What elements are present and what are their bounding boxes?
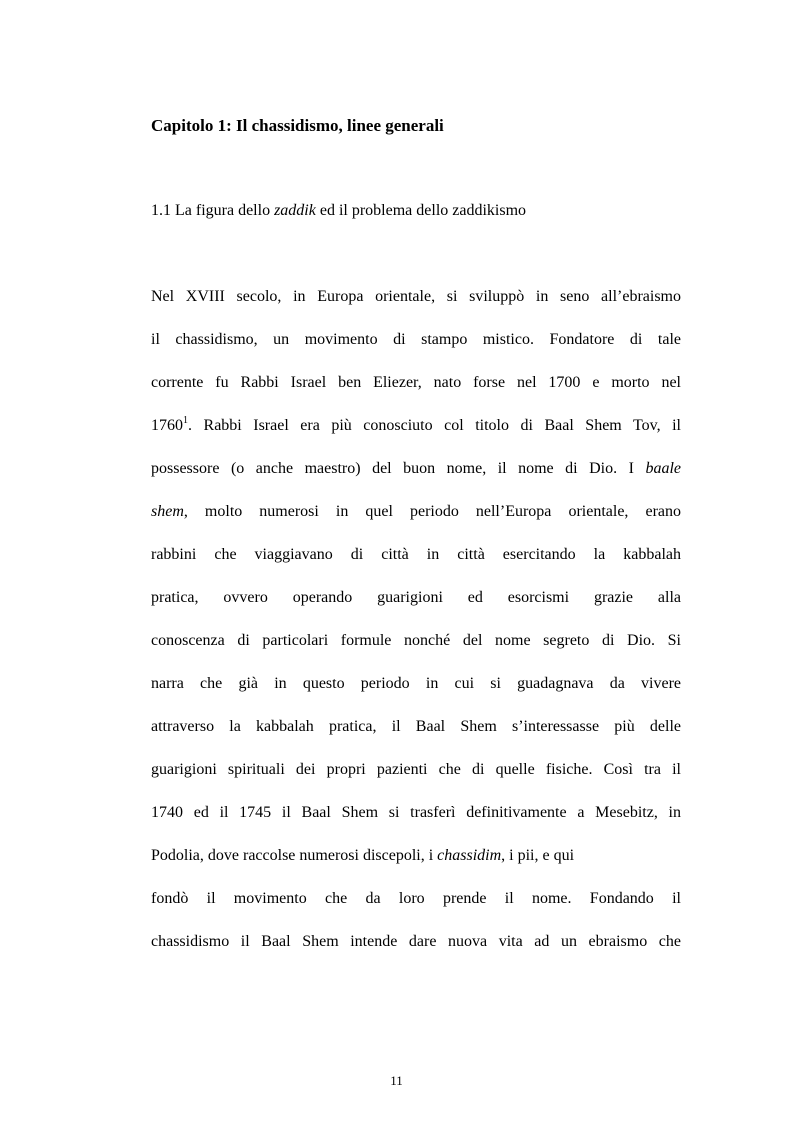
body-line-4 xyxy=(151,414,681,438)
body-line-14-text: Podolia, dove raccolse numerosi discepoli, i xyxy=(151,847,438,864)
body-line-6-italic-term: shem xyxy=(151,503,184,520)
page-number: 11 xyxy=(390,1073,403,1088)
chapter-title: Capitolo 1: Il chassidismo, linee generali xyxy=(151,116,444,135)
body-line-14-rest: , i pii, e qui xyxy=(501,847,575,864)
body-line-4-rest: . Rabbi Israel era più conosciuto col titolo di Baal Shem Tov, il xyxy=(188,417,681,434)
body-line-9: conoscenza di particolari formule nonché del nome segreto di Dio. Si xyxy=(151,632,681,649)
body-line-1: Nel XVIII secolo, in Europa orientale, si sviluppò in seno all’ebraismo xyxy=(151,288,681,305)
body-line-8: pratica, ovvero operando guarigioni ed esorcismi grazie alla xyxy=(151,589,681,606)
body-line-5 xyxy=(151,457,681,481)
body-line-11: attraverso la kabbalah pratica, il Baal Shem s’interessasse più delle xyxy=(151,718,681,735)
body-line-16: chassidismo il Baal Shem intende dare nuova vita ad un ebraismo che xyxy=(151,933,681,950)
body-line-7: rabbini che viaggiavano di città in città esercitando la kabbalah xyxy=(151,546,681,563)
body-line-13: 1740 ed il 1745 il Baal Shem si trasferì definitivamente a Mesebitz, in xyxy=(151,804,681,821)
body-line-4-year: 1760 xyxy=(151,417,183,434)
body-line-14-italic-term: chassidim xyxy=(437,847,502,864)
body-line-5-text: possessore (o anche maestro) del buon nome, il nome di Dio. I xyxy=(151,460,646,477)
footnote-marker[interactable]: 1 xyxy=(183,415,188,426)
body-line-3: corrente fu Rabbi Israel ben Eliezer, nato forse nel 1700 e morto nel xyxy=(151,374,681,391)
body-line-12: guarigioni spirituali dei propri pazienti che di quelle fisiche. Così tra il xyxy=(151,761,681,778)
body-line-15: fondò il movimento che da loro prende il nome. Fondando il xyxy=(151,890,681,907)
body-line-10: narra che già in questo periodo in cui si guadagnava da vivere xyxy=(151,675,681,692)
body-line-6-text: , molto numerosi in quel periodo nell’Europa orientale, erano xyxy=(183,503,681,520)
section-title-suffix: ed il problema dello zaddikismo xyxy=(315,202,527,219)
section-title-prefix: 1.1 La figura dello xyxy=(151,202,275,219)
body-line-2: il chassidismo, un movimento di stampo mistico. Fondatore di tale xyxy=(151,331,681,348)
body-line-5-italic-term: baale xyxy=(645,460,681,477)
body-line-6 xyxy=(151,500,681,524)
section-title-italic-term: zaddik xyxy=(274,202,316,219)
section-title xyxy=(151,199,526,223)
body-line-14 xyxy=(151,844,681,868)
